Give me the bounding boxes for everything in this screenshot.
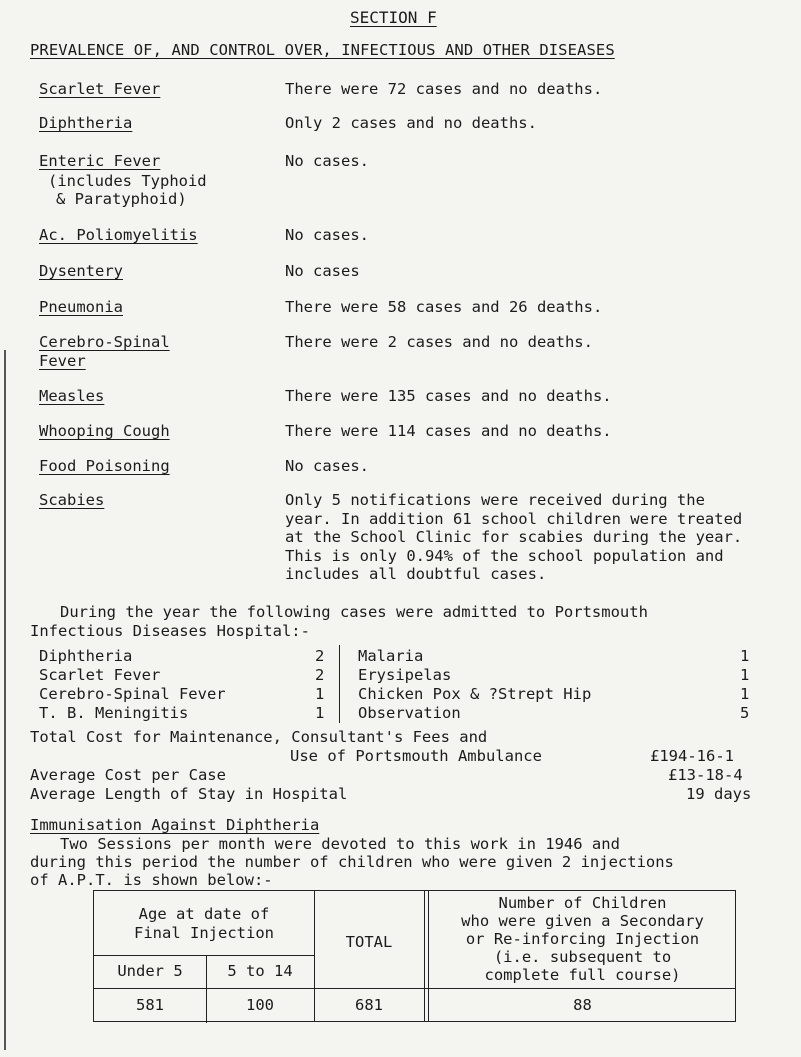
disease-name: Pneumonia bbox=[39, 298, 123, 316]
under5-header: Under 5 bbox=[117, 962, 183, 980]
five-to-14-value: 100 bbox=[246, 996, 274, 1014]
page-heading: PREVALENCE OF, AND CONTROL OVER, INFECTIOUS AND OTHER DISEASES bbox=[30, 41, 615, 59]
admissions-intro: During the year the following cases were admitted to Portsmouth bbox=[60, 603, 648, 621]
disease-detail: No cases. bbox=[285, 152, 369, 170]
number-value: 88 bbox=[573, 996, 592, 1014]
age-header-line: Age at date of bbox=[138, 905, 270, 923]
age-header-line: Final Injection bbox=[134, 924, 274, 942]
number-header-line: Number of Children bbox=[498, 894, 667, 912]
table-rule bbox=[94, 955, 314, 956]
admission-name: Malaria bbox=[358, 647, 424, 665]
avg-stay-value: 19 days bbox=[686, 785, 752, 803]
admission-count: 5 bbox=[740, 704, 750, 722]
section-title: SECTION F bbox=[350, 8, 437, 27]
number-header-line: (i.e. subsequent to bbox=[493, 948, 672, 966]
immunisation-table bbox=[93, 890, 736, 1022]
table-rule bbox=[428, 891, 429, 1021]
number-header bbox=[430, 894, 735, 984]
total-cost-label: Total Cost for Maintenance, Consultant's Fees and bbox=[30, 728, 488, 746]
avg-cost-label: Average Cost per Case bbox=[30, 766, 226, 784]
table-rule bbox=[424, 891, 425, 1021]
disease-name: Measles bbox=[39, 387, 105, 405]
admission-name: Cerebro-Spinal Fever bbox=[39, 685, 226, 703]
number-header-line: complete full course) bbox=[484, 966, 681, 984]
disease-name: Diphtheria bbox=[39, 114, 133, 132]
disease-name: Scabies bbox=[39, 491, 105, 509]
admission-name: Observation bbox=[358, 704, 461, 722]
table-rule bbox=[94, 988, 735, 989]
admission-count: 1 bbox=[315, 704, 325, 722]
number-header-line: who were given a Secondary bbox=[461, 912, 704, 930]
disease-name: Whooping Cough bbox=[39, 422, 170, 440]
admission-name: Erysipelas bbox=[358, 666, 452, 684]
disease-name: Ac. Poliomyelitis bbox=[39, 226, 198, 244]
admission-count: 1 bbox=[740, 685, 750, 703]
admission-name: Scarlet Fever bbox=[39, 666, 161, 684]
immunisation-para-line: Two Sessions per month were devoted to this work in 1946 and bbox=[60, 835, 620, 853]
disease-detail: There were 72 cases and no deaths. bbox=[285, 80, 603, 98]
disease-note: & Paratyphoid) bbox=[56, 190, 187, 208]
disease-detail: There were 114 cases and no deaths. bbox=[285, 422, 612, 440]
admission-count: 1 bbox=[740, 647, 750, 665]
admission-count: 2 bbox=[315, 647, 325, 665]
admission-count: 1 bbox=[740, 666, 750, 684]
admission-count: 2 bbox=[315, 666, 325, 684]
total-value: 681 bbox=[355, 996, 383, 1014]
disease-name: Enteric Fever bbox=[39, 152, 161, 170]
disease-name: Cerebro-Spinal bbox=[39, 333, 170, 351]
disease-detail: Only 2 cases and no deaths. bbox=[285, 114, 537, 132]
age-header bbox=[94, 905, 314, 943]
disease-detail: No cases bbox=[285, 262, 360, 280]
immunisation-heading: Immunisation Against Diphtheria bbox=[30, 816, 320, 834]
disease-detail: No cases. bbox=[285, 457, 369, 475]
admission-count: 1 bbox=[315, 685, 325, 703]
disease-name: Food Poisoning bbox=[39, 457, 170, 475]
total-cost-value: £194-16-1 bbox=[650, 747, 734, 765]
total-cost-label-cont: Use of Portsmouth Ambulance bbox=[290, 747, 542, 765]
disease-name: Dysentery bbox=[39, 262, 123, 280]
disease-detail: No cases. bbox=[285, 226, 369, 244]
disease-detail: There were 58 cases and 26 deaths. bbox=[285, 298, 603, 316]
immunisation-para-line: of A.P.T. is shown below:- bbox=[30, 871, 273, 889]
page-edge-shadow bbox=[4, 350, 6, 1050]
disease-detail: There were 135 cases and no deaths. bbox=[285, 387, 612, 405]
disease-note: (includes Typhoid bbox=[48, 172, 207, 190]
disease-detail: There were 2 cases and no deaths. bbox=[285, 333, 593, 351]
admissions-intro-cont: Infectious Diseases Hospital:- bbox=[30, 622, 310, 640]
under5-value: 581 bbox=[136, 996, 164, 1014]
admission-name: T. B. Meningitis bbox=[39, 704, 189, 722]
admission-name: Chicken Pox & ?Strept Hip bbox=[358, 685, 592, 703]
admission-name: Diphtheria bbox=[39, 647, 133, 665]
disease-name-cont: Fever bbox=[39, 352, 86, 370]
column-divider bbox=[339, 645, 340, 723]
avg-cost-value: £13-18-4 bbox=[668, 766, 743, 784]
number-header-line: or Re-inforcing Injection bbox=[465, 930, 700, 948]
five-to-14-header: 5 to 14 bbox=[227, 962, 293, 980]
total-header: TOTAL bbox=[345, 933, 393, 951]
disease-name: Scarlet Fever bbox=[39, 80, 161, 98]
disease-detail: Only 5 notifications were received during the year. In addition 61 school children were treated at the School Clinic for scabies during the year. This is only 0.94% of the school population and includes all doubtful cases. bbox=[285, 491, 743, 583]
avg-stay-label: Average Length of Stay in Hospital bbox=[30, 785, 348, 803]
immunisation-para-line: during this period the number of children who were given 2 injections bbox=[30, 853, 674, 871]
